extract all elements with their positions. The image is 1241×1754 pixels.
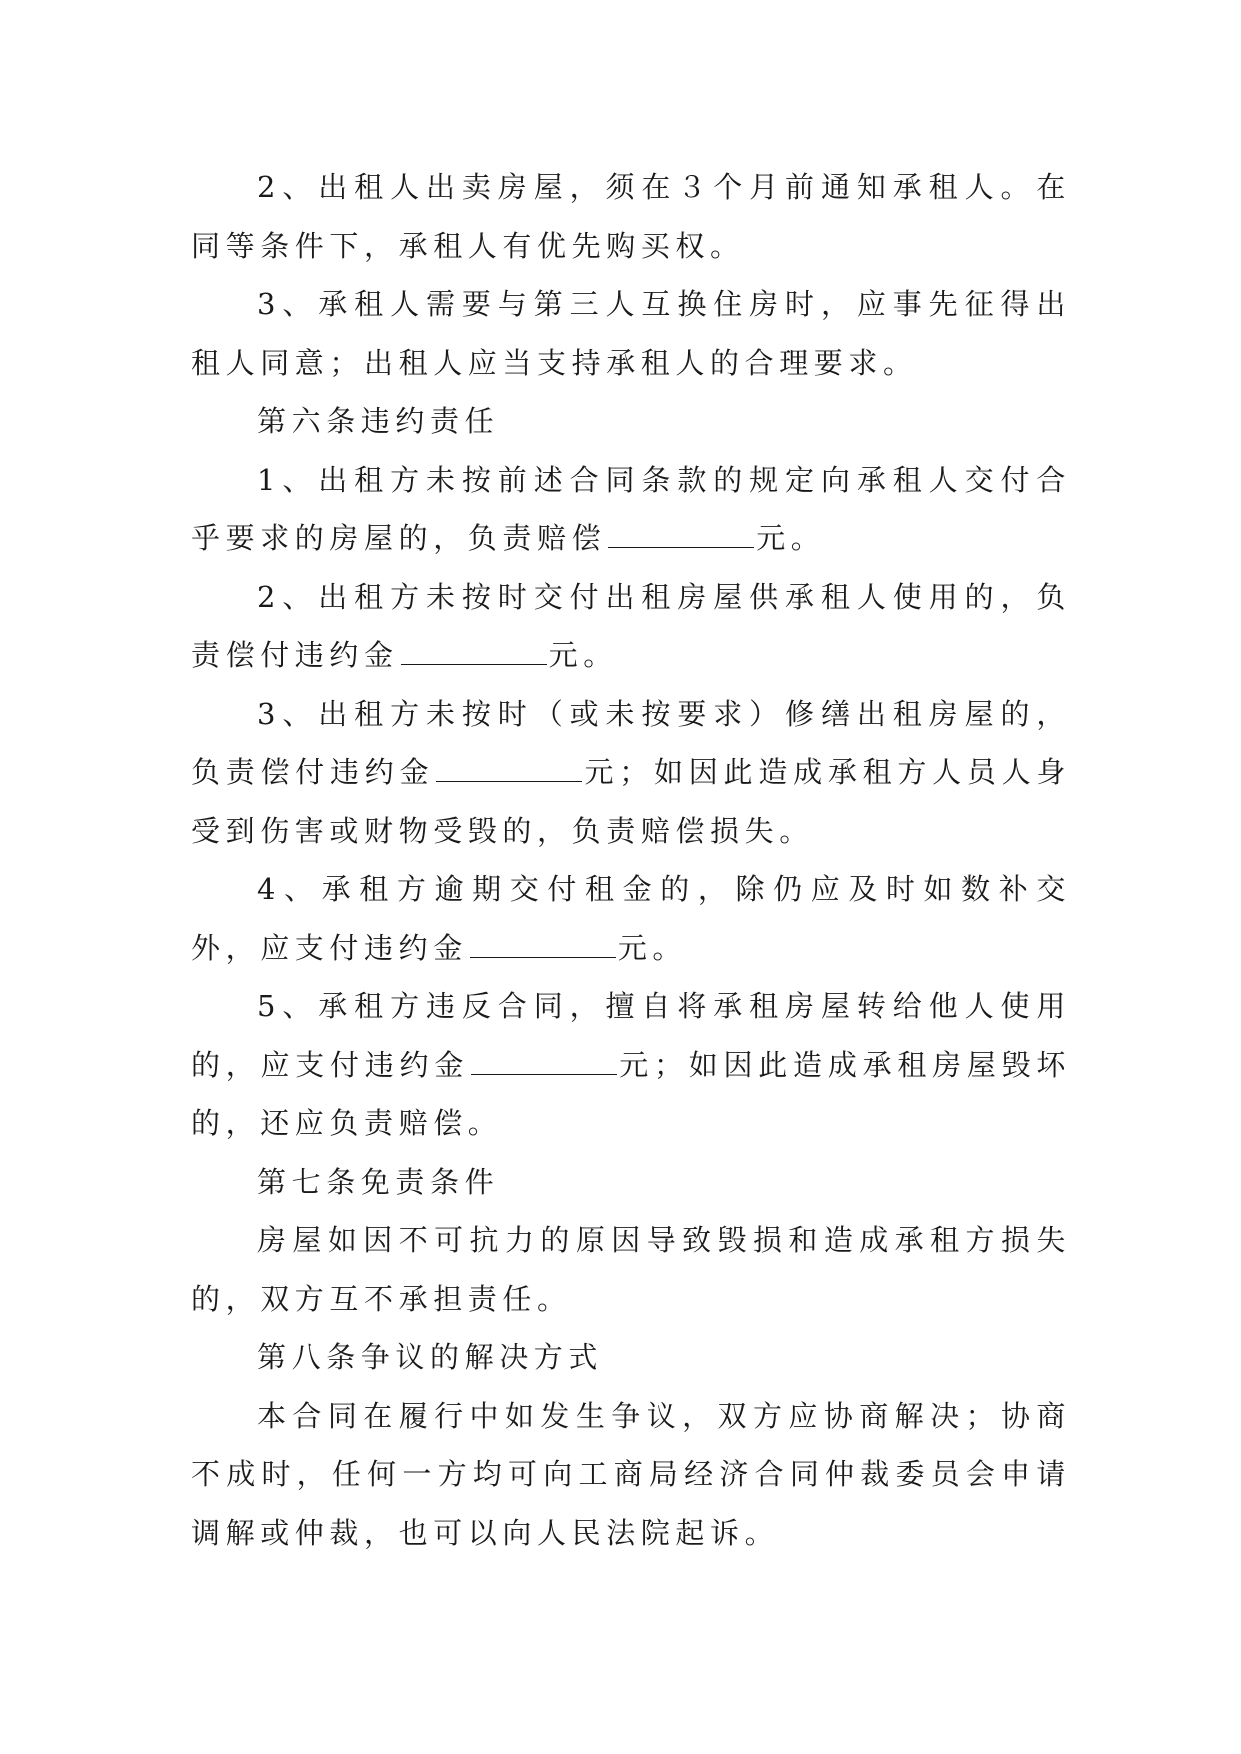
- document-body: [191, 158, 1071, 1562]
- heading-article-7: 第七条免责条件: [257, 1164, 500, 1199]
- heading-article-6: 第六条违约责任: [257, 404, 500, 438]
- clause-6-item-2: [191, 568, 1071, 685]
- clause-5-item-2: 2、出租人出卖房屋，须在３个月前通知承租人。在同等条件下，承租人有优先购买权。: [191, 170, 1071, 263]
- clause-text: 1、出租方未按前述合同条款的规定向承租人交付合乎要求的房屋的，负责赔偿: [191, 462, 1071, 555]
- clause-text: 元；如因此造成承租方人员人身受到伤害或财物受毁的，负责赔偿损失。: [191, 755, 1072, 848]
- amount-blank: [471, 1050, 617, 1075]
- clause-text: 元。: [548, 638, 618, 672]
- heading-article-8: 第八条争议的解决方式: [257, 1340, 604, 1374]
- clause-text: 4、承租方逾期交付租金的，除仍应及时如数补交外，应支付违约金: [191, 872, 1071, 965]
- clause-6-item-3: [191, 685, 1071, 861]
- amount-blank: [436, 757, 582, 782]
- clause-text: 元；如因此造成承租房屋毁坏的，还应负责赔偿。: [191, 1047, 1071, 1140]
- clause-8-text: 本合同在履行中如发生争议，双方应协商解决；协商不成时，任何一方均可向工商局经济合同仲裁委员会申请调解或仲裁，也可以向人民法院起诉。: [191, 1398, 1071, 1550]
- clause-text: 2、出租方未按时交付出租房屋供承租人使用的，负责偿付违约金: [191, 579, 1071, 672]
- clause-6-item-1: [191, 451, 1071, 568]
- clause-text: 5、承租方违反合同，擅自将承租房屋转给他人使用的，应支付违约金: [191, 989, 1071, 1082]
- amount-blank: [608, 523, 754, 548]
- clause-5-item-3: 3、承租人需要与第三人互换住房时，应事先征得出租人同意；出租人应当支持承租人的合理要求。: [191, 287, 1071, 380]
- clause-6-item-5: [191, 977, 1071, 1153]
- clause-text: 3、出租方未按时（或未按要求）修缮出租房屋的，负责偿付违约金: [191, 696, 1071, 789]
- clause-text: 元。: [617, 930, 688, 965]
- clause-7-text: 房屋如因不可抗力的原因导致毁损和造成承租方损失的，双方互不承担责任。: [191, 1223, 1071, 1316]
- clause-text: 元。: [756, 521, 826, 555]
- amount-blank: [401, 640, 547, 665]
- amount-blank: [470, 933, 616, 958]
- clause-6-item-4: [191, 860, 1071, 977]
